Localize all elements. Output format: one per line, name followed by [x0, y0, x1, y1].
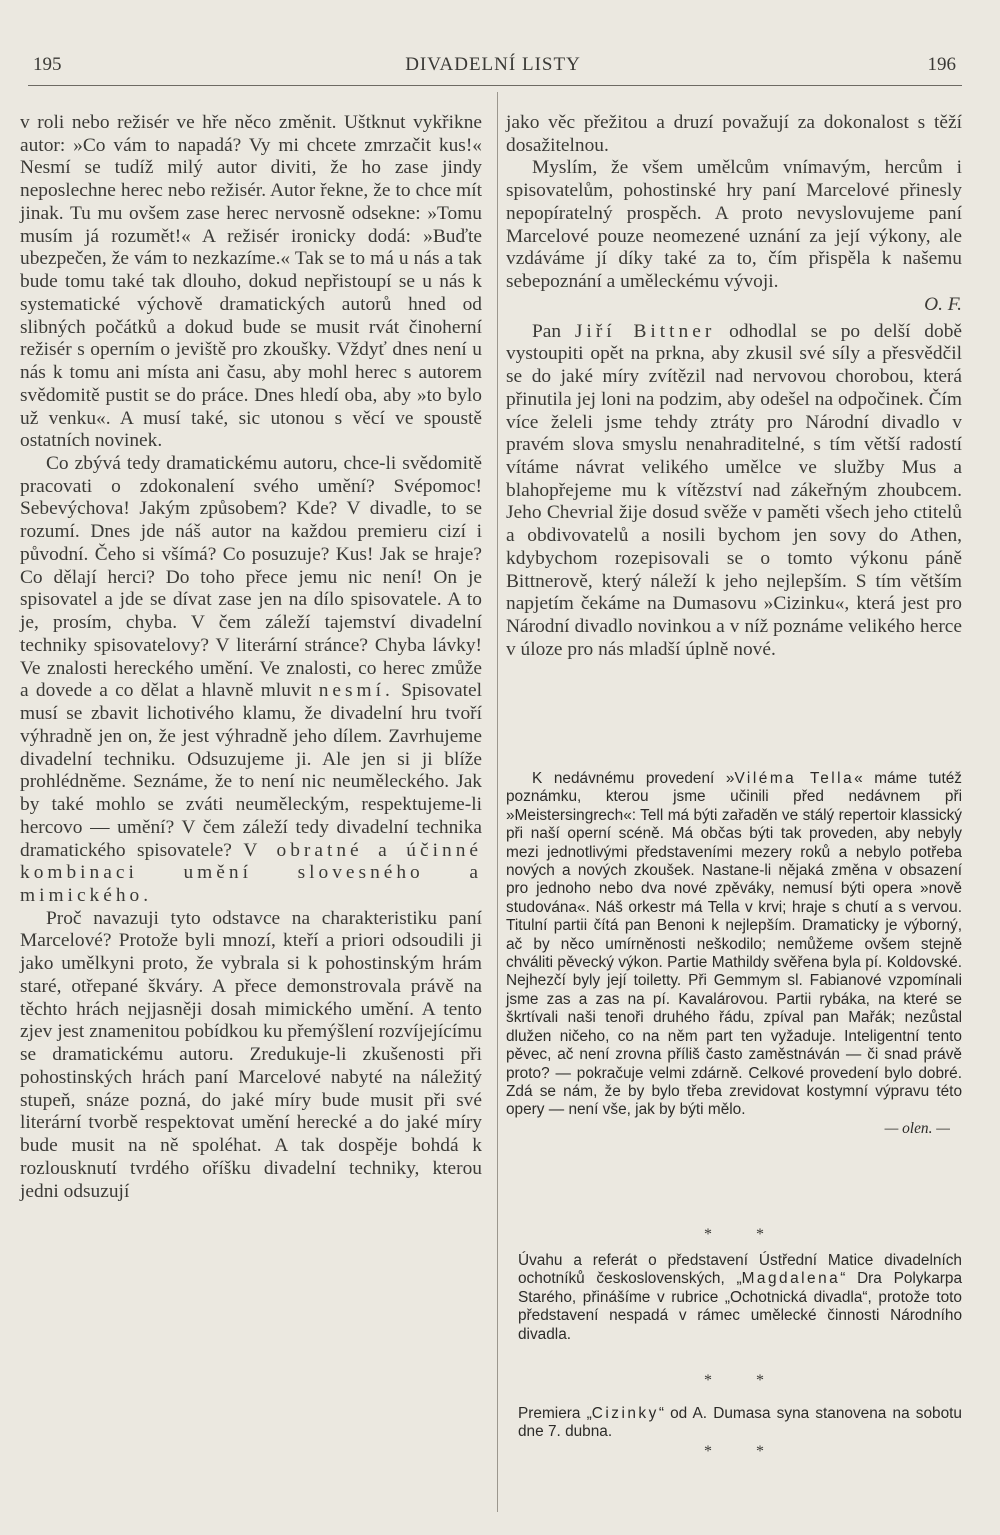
news-2-text: “ Dra Polykarpa Starého, přinášíme v rubrice „Ochotnická divadla“, protože toto představení nespadá v rámec umělecké činnosti Národního divadla.	[518, 1270, 963, 1343]
separator-stars: * *	[704, 1372, 764, 1389]
right-column	[506, 112, 962, 662]
news-3-lead: Premiera „	[518, 1405, 592, 1422]
page-header	[28, 54, 958, 80]
right-paragraph-2: Myslím, že všem umělcům vnímavým, hercům i spisovatelům, pohostinské hry paní Marcelové přinesly nepopíratelný prospěch. A proto nevyslovujeme paní Marcelové pouze neomezené uznání za její výkony, ale vzdáváme jí díky také za to, čím přispěla k našemu sebepoznání a uměleckému vývoji.	[506, 157, 962, 293]
name-cizinky: Cizinky	[591, 1405, 659, 1422]
left-paragraph-3: Proč navazuji tyto odstavce na charakteristiku paní Marcelové? Protože byli mnozí, kteří a priori odsoudili ji jako umělkyni proto, že vybrala si k pohostinským hrám staré, otřepané škváry. A přece demonstrovala právě na těchto hrách nejjasněji dosah mimického umění. A tento zjev jest znamenitou pobídkou ku přemýšlení rozvíjejícímu se dramatickému autoru. Zredukuje-li zkušenosti při pohostinských hrách paní Marcelové nabyté na náležitý stupeň, snáze pozná, do jaké míry bude musit při své literární tvorbě respektovat umění herecké a do jaké míry bude musit na ně spoléhat. A tak dospěje bohdá k rozlousknutí tvrdého oříšku divadelní techniky, kterou jedni odsuzují	[20, 907, 482, 1202]
right-paragraph-3-lead: Pan	[532, 320, 562, 342]
left-paragraph-2-rest: Spisovatel musí se zbavit lichotivého klamu, že divadelní hru tvoří výhradně jen on, že jest výhradně jeho dílem. Zavrhujeme divadelní techniku. Odsuzujeme ji. Ale jen si ji blíže prohlédněme. Seznáme, že to není nic neuměleckého. Jak by také mohlo se zváti neuměleckým, respektujeme-li hercovo — umění? V čem záleží tedy divadelní technika dramatického spisovatele?	[20, 680, 482, 861]
news-3-text: “ od A. Dumasa syna stanovena na sobotu dne 7. dubna.	[518, 1405, 962, 1441]
page-number-right: 196	[927, 54, 956, 75]
emphasis-kombinace: V obratné a účinné kombinaci umění slovesného a mimického.	[20, 839, 482, 906]
name-magdalena: Magdalena	[741, 1270, 841, 1288]
signature-olen: — olen. —	[884, 1119, 950, 1137]
right-paragraph-1: jako věc přežitou a druzí považují za dokonalost s těží dosažitelnou.	[506, 112, 962, 156]
separator-stars: * *	[704, 1443, 764, 1460]
column-divider	[497, 92, 498, 1512]
left-paragraph-1: v roli nebo režisér ve hře něco změnit. Uštknut vykřikne autor: »Co vám to napadá? Vy mi chcete zmrzačit kus!« Nesmí se tudíž milý autor diviti, že ho zase jindy neposlechne herec nebo režisér. Autor řekne, že to chce mít jinak. Tu mu ovšem zase herec nervosně odsekne: »Tomu musím já rozumět!« A režisér ironicky dodá: »Buďte ubezpečen, že vám to nezkazíme.« Tak se to má u nás a tak bude tomu také tak dlouho, dokud nepřistoupí se u nás k systematické výchově dramatických autorů hned od slibných počátků a dokud bude se musit rvát činoherní režisér s operním o jeviště pro zkoušky. Vždyť dnes není u nás k tomu ani místa ani času, aby mohl herec s autorem svědomitě pustit se do práce. Dnes hledí oba, aby »to bylo už venku«. A musí také, sic utonou s věcí ve spoustě ostatních novinek.	[20, 112, 482, 452]
name-vilema-tella: Viléma Tella	[734, 770, 855, 787]
left-paragraph-2	[20, 453, 482, 908]
news-1-lead: K nedávnému provedení »	[532, 770, 735, 787]
right-paragraph-3	[506, 321, 962, 662]
news-item-magdalena	[518, 1252, 962, 1344]
left-paragraph-2-text: Co zbývá tedy dramatickému autoru, chce-li svědomitě pracovati o zdokonalení svého umění? Svépomoc! Sebevýchova! Jakým způsobem? Kde? V divadle, to se rozumí. Dnes jde náš autor na každou premieru cizí i původní. Čeho si všímá? Co posuzuje? Kus! Jak se hraje? Co dělají herci? Do toho přece jemu nic není! On je spisovatel a jde se dívat zase jen na dílo spisovatele. A to je, prosím, chyba. V čem záleží tajemství divadelní techniky spisovatelovy? V literární stránce? Chyba lávky! Ve znalosti hereckého umění. Ve znalosti, co herec zmůže a dovede a co dělat a hlavně mluvit	[20, 453, 482, 702]
news-item-cizinka	[518, 1405, 962, 1442]
left-column	[20, 112, 482, 1203]
news-2-lead: Úvahu a referát o představení Ústřední Matice divadelních ochotníků československých, „	[518, 1252, 962, 1288]
page-number-left: 195	[33, 54, 62, 75]
signature-of: O. F.	[924, 293, 962, 315]
emphasis-nesmi: nesmí.	[318, 680, 394, 702]
separator-stars: * *	[704, 1226, 764, 1243]
news-1-text: « máme tutéž poznámku, kterou jsme učinili před nedávnem při »Meistersingrech«: Tell má býti zařaděn ve stálý repertoir klassický při naší operní scéně. Má občas býti tak proveden, aby nebyly mezi jednotlivými představeními mezery roků a nebylo potřeba nových a nových zkoušek. Nastane-li nějaká změna v obsazení pro jednoho nebo dva nové zpěváky, nemusí býti opera »nově studována«. Náš orkestr má Tella v krvi; hraje s chutí a s vervou. Titulní partii čítá pan Benoni k nejlepším. Dramaticky je výborný, ač by něco umírněnosti neškodilo; nemůžeme ovšem stejně chváliti pěvecký výkon. Partie Mathildy svěřena byla pí. Koldovské. Nejhezčí byly její toiletty. Při Gemmym sl. Fabianové vzpomínali jsme zas a zas na pí. Kavalárovou. Partii rybáka, na které se škrtívali naši tenoři druhého řádu, zpíval pan Mařák; nezůstal dlužen ničeho, co na něm part ten vyžaduje. Inteligentní tento pěvec, ač není zrovna příliš často zaměstnáván — či snad právě proto? — pokračuje velmi zdárně. Celkové provedení bylo dobré. Zdá se nám, že by bylo třeba zrevidovat kostymní výpravu této opery — není vše, jak by býti mělo.	[506, 770, 962, 1119]
journal-title: DIVADELNÍ LISTY	[405, 54, 581, 75]
header-rule	[28, 85, 962, 86]
right-paragraph-3-text: odhodlal se po delší době vystoupiti opět na prkna, aby zkusil své síly a přesvědčil se do jaké míry zvítězil nad nervovou chorobou, která přinutila jej loni na podzim, aby odešel na odpočinek. Čím více želeli jsme tehdy ztráty pro Národní divadlo v pravém slova smyslu nenahraditelné, s tím větší radostí vítáme návrat velikého umělce ve služby Mus a blahopřejeme mu k vítězství nad zákeřným zhoubcem. Jeho Chevrial žije dosud svěže v paměti všech jeho ctitelů a obdivovatelů a nosili bychom jen sovy do Athen, kdybychom rozepisovali se o tomto výkonu páně Bittnerově, který náleží k jeho nejlepším. S tím větším napjetím čekáme na Dumasovu »Cizinku«, která jest pro Národní divadlo novinkou a v níž poznáme velikého herce v úloze pro nás mladší úplně nové.	[506, 320, 962, 660]
name-jiri-bittner: Jiří Bittner	[574, 320, 716, 342]
news-item-tell	[506, 770, 962, 1138]
